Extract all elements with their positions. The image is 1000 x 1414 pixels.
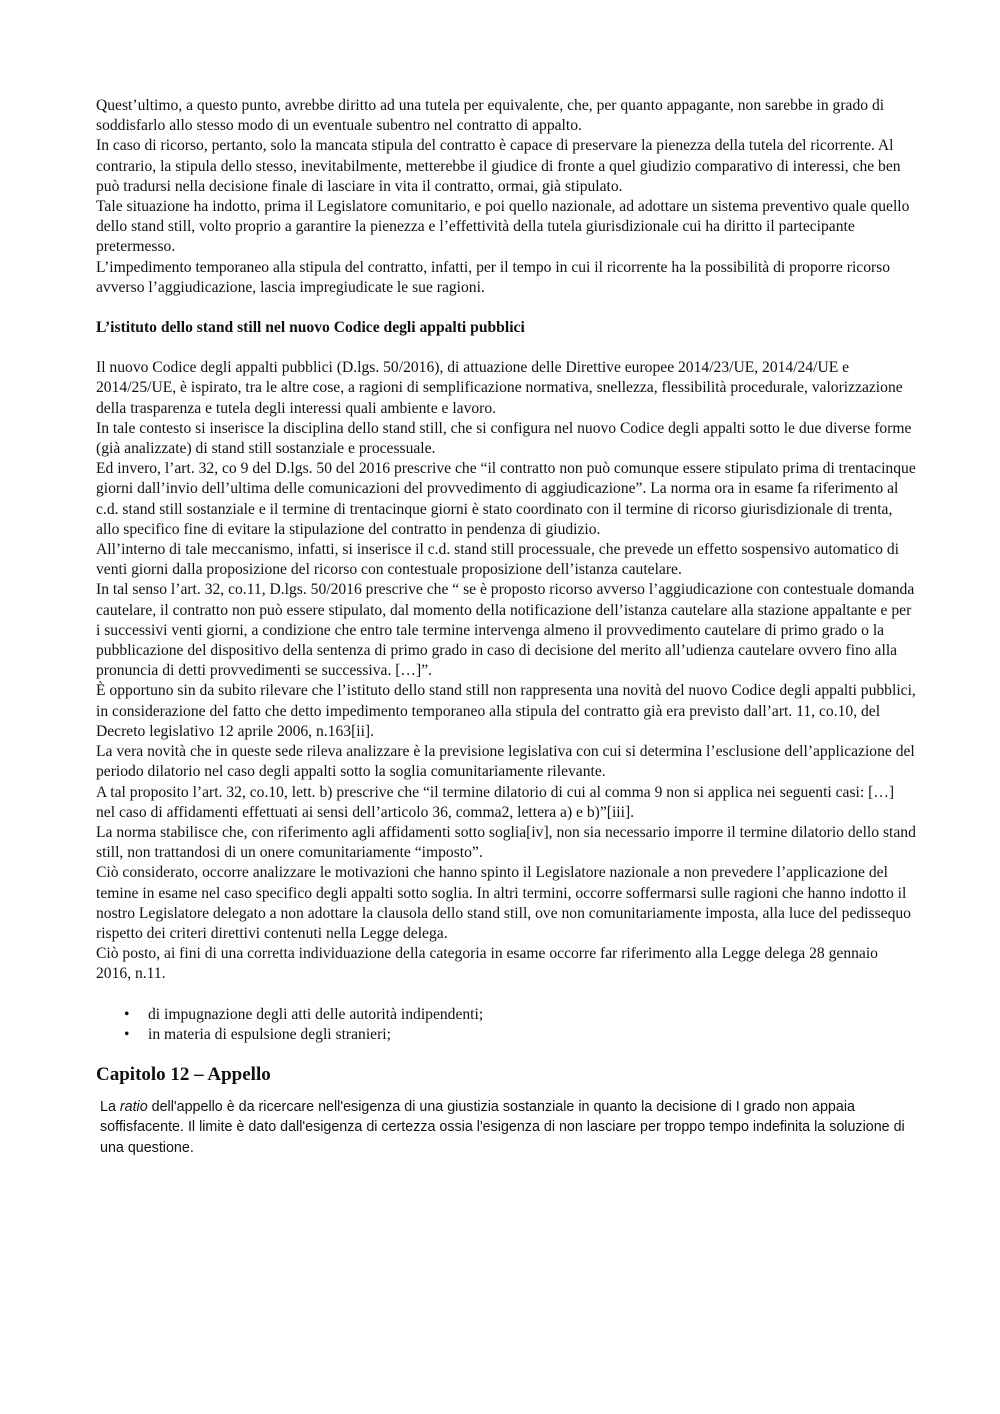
paragraph: Ciò considerato, occorre analizzare le motivazioni che hanno spinto il Legislatore nazionale a non prevedere l’applicazione del temine in esame nel caso specifico degli appalti sotto soglia. In altri termini, occorre soffermarsi sulle ragioni che hanno indotto il nostro Legislatore delegato a non adottare la clausola dello stand still, ove non comunitariamente imposta, alla luce del pedissequo rispetto dei criteri direttivi contenuti nella Legge delega. xyxy=(96,864,911,942)
list-item xyxy=(124,1025,916,1045)
bullet-icon: • xyxy=(124,1025,130,1043)
appello-italic-word: ratio xyxy=(119,1098,148,1115)
paragraph: L’impedimento temporaneo alla stipula del contratto, infatti, per il tempo in cui il ricorrente ha la possibilità di proporre ricorso avverso l’aggiudicazione, lascia impregiudicate le sue ragioni. xyxy=(96,258,891,296)
section-heading: L’istituto dello stand still nel nuovo Codice degli appalti pubblici xyxy=(96,319,525,337)
appello-prefix: La xyxy=(100,1098,120,1115)
paragraph: Tale situazione ha indotto, prima il Legislatore comunitario, e poi quello nazionale, ad adottare un sistema preventivo quale quello dello stand still, volto proprio a garantire la pienezza e l’effettività della tutela giurisdizionale cui ha diritto il partecipante pretermesso. xyxy=(96,198,910,256)
paragraph: Quest’ultimo, a questo punto, avrebbe diritto ad una tutela per equivalente, che, per quanto appagante, non sarebbe in grado di soddisfarlo allo stesso modo di un eventuale subentro nel contratto di appalto. xyxy=(96,97,885,135)
paragraph: La vera novità che in queste sede rileva analizzare è la previsione legislativa con cui si determina l’esclusione dell’applicazione del periodo dilatorio nel caso degli appalti sotto la soglia comunitariamente rilevante. xyxy=(96,743,915,781)
paragraph: La norma stabilisce che, con riferimento agli affidamenti sotto soglia[iv], non sia necessario imporre il termine dilatorio dello stand still, non trattandosi di un onere comunitariamente “imposto”. xyxy=(96,823,916,862)
list-item-text: in materia di espulsione degli stranieri; xyxy=(148,1025,391,1043)
bullet-icon: • xyxy=(124,1005,130,1023)
bullet-list xyxy=(96,1005,916,1045)
paragraph: Il nuovo Codice degli appalti pubblici (D.lgs. 50/2016), di attuazione delle Direttive europee 2014/23/UE, 2014/24/UE e 2014/25/UE, è ispirato, tra le altre cose, a ragioni di semplificazione normativa, snellezza, flessibilità procedurale, valorizzazione della trasparenza e tutela degli interessi quali ambiente e lavoro. xyxy=(96,359,903,417)
paragraph: Ciò posto, ai fini di una corretta individuazione della categoria in esame occorre far riferimento alla Legge delega 28 gennaio 2016, n.11. xyxy=(96,945,878,983)
spacer xyxy=(96,985,916,1005)
appello-paragraph xyxy=(96,1097,916,1158)
paragraph: All’interno di tale meccanismo, infatti, si inserisce il c.d. stand still processuale, che prevede un effetto sospensivo automatico di venti giorni dalla proposizione del ricorso con contestuale proposizione dell’istanza cautelare. xyxy=(96,541,900,579)
paragraph: A tal proposito l’art. 32, co.10, lett. b) prescrive che “il termine dilatorio di cui al comma 9 non si applica nei seguenti casi: […] nel caso di affidamenti effettuati ai sensi dell’articolo 36, comma2, lettera a) e b)”[iii]. xyxy=(96,783,895,821)
paragraph: In tale contesto si inserisce la disciplina dello stand still, che si configura nel nuovo Codice degli appalti sotto le due diverse forme (già analizzate) di stand still sostanziale e processuale. xyxy=(96,419,912,458)
paragraph: È opportuno sin da subito rilevare che l’istituto dello stand still non rappresenta una novità del nuovo Codice degli appalti pubblici, in considerazione del fatto che detto impedimento temporaneo alla stipula del contratto già era previsto dall’art. 11, co.10, del Decreto legislativo 12 aprile 2006, n.163[ii]. xyxy=(96,682,916,740)
list-item xyxy=(124,1005,916,1025)
paragraph: In tal senso l’art. 32, co.11, D.lgs. 50/2016 prescrive che “ se è proposto ricorso avverso l’aggiudicazione con contestuale domanda cautelare, il contratto non può essere stipulato, dal momento della notificazione dell’istanza cautelare alla stazione appaltante e per i successivi venti giorni, a condizione che entro tale termine intervenga almeno il provvedimento cautelare di primo grado o la pubblicazione del dispositivo della sentenza di primo grado in caso di decisione del merito all’udienza cautelare ovvero fino alla pronuncia di detti provvedimenti se successiva. […]”. xyxy=(96,581,915,680)
paragraph: Ed invero, l’art. 32, co 9 del D.lgs. 50 del 2016 prescrive che “il contratto non può comunque essere stipulato prima di trentacinque giorni dall’invio dell’ultima delle comunicazioni del provvedimento di aggiudicazione”. La norma ora in esame fa riferimento al c.d. stand still sostanziale e il termine di trentacinque giorni è stato coordinato con il termine di ricorso giurisdizionale di trenta, allo specifico fine di evitare la stipulazione del contratto in pendenza di giudizio. xyxy=(96,460,916,538)
spacer xyxy=(96,338,916,358)
appello-rest: dell'appello è da ricercare nell'esigenza di una giustizia sostanziale in quanto la decisione di I grado non appaia soffisfacente. Il limite è dato dall'esigenza di certezza ossia l'esigenza di non lasciare per troppo tempo indefinita la soluzione di una questione. xyxy=(100,1098,905,1156)
document-page xyxy=(96,96,916,1158)
spacer xyxy=(96,298,916,318)
paragraph: In caso di ricorso, pertanto, solo la mancata stipula del contratto è capace di preservare la pienezza della tutela del ricorrente. Al contrario, la stipula dello stesso, inevitabilmente, metterebbe il giudice di fronte a quel giudizio comparativo di interessi, che ben può tradursi nella decisione finale di lasciare in vita il contratto, ormai, già stipulato. xyxy=(96,137,901,195)
list-item-text: di impugnazione degli atti delle autorità indipendenti; xyxy=(148,1005,484,1023)
chapter-title: Capitolo 12 – Appello xyxy=(96,1063,271,1085)
